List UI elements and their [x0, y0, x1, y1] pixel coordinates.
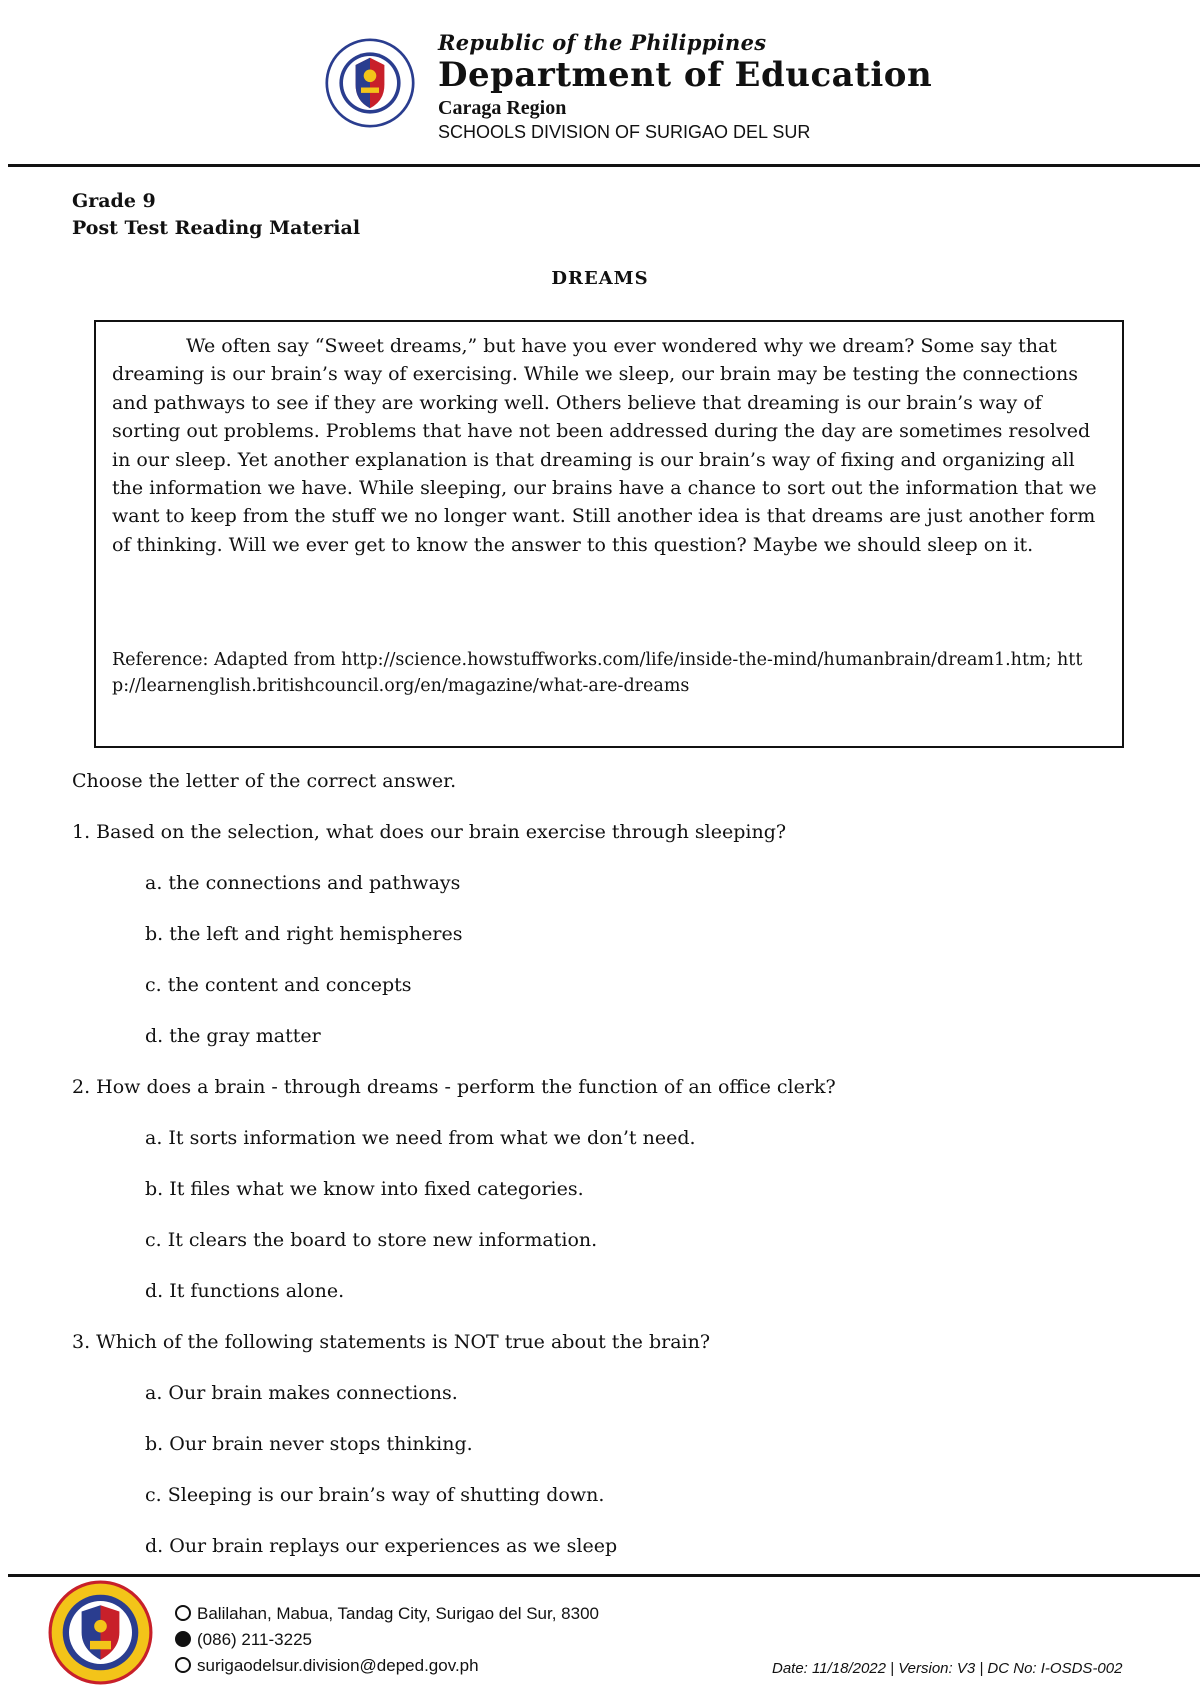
passage-box	[94, 320, 1124, 748]
deped-seal-logo	[325, 38, 415, 128]
question-3: 3. Which of the following statements is NOT true about the brain?	[72, 1331, 711, 1353]
division-seal-logo	[48, 1580, 153, 1685]
instruction-text: Choose the letter of the correct answer.	[72, 770, 457, 792]
question-2: 2. How does a brain - through dreams - perform the function of an office clerk?	[72, 1076, 836, 1098]
question-2-option-d: d. It functions alone.	[145, 1280, 345, 1302]
passage-line: have a chance to sort out the information that we want to keep from the stuff we no longer	[112, 477, 1097, 528]
department-title: Department of Education	[438, 55, 933, 95]
passage-text	[112, 332, 1106, 559]
question-1-option-b: b. the left and right hemispheres	[145, 923, 463, 945]
address-text: Balilahan, Mabua, Tandag City, Surigao del Sur, 8300	[197, 1604, 599, 1623]
passage-line: that dreaming is our brain’s way of exercising. While we sleep, our brain may be testing the	[112, 335, 1057, 386]
location-icon	[175, 1605, 191, 1621]
question-3-option-d: d. Our brain replays our experiences as we sleep	[145, 1535, 618, 1557]
question-2-option-a: a. It sorts information we need from what we don’t need.	[145, 1127, 696, 1149]
division-label: SCHOOLS DIVISION OF SURIGAO DEL SUR	[438, 122, 811, 142]
document-info: Date: 11/18/2022 | Version: V3 | DC No: I-OSDS-002	[772, 1660, 1123, 1677]
passage-line: our brain’s way of sorting out problems. Problems that have not been addressed during the	[112, 391, 1042, 443]
question-3-option-c: c. Sleeping is our brain’s way of shutting down.	[145, 1484, 605, 1506]
passage-line: day are sometimes resolved in our sleep. Yet another explanation is that dreaming is our	[112, 420, 1091, 471]
passage-line: We often say “Sweet dreams,” but have you ever wondered why we dream? Some say	[186, 335, 1013, 357]
passage-line: brain’s way of fixing and organizing all the information we have. While sleeping, our brains	[112, 448, 1075, 500]
question-1: 1. Based on the selection, what does our brain exercise through sleeping?	[72, 821, 787, 843]
question-3-option-b: b. Our brain never stops thinking.	[145, 1433, 473, 1455]
header-divider	[8, 164, 1200, 167]
passage-line: connections and pathways to see if they are working well. Others believe that dreaming is	[112, 363, 1079, 414]
address-line	[175, 1604, 599, 1624]
grade-heading	[72, 188, 360, 242]
header-text-block	[438, 30, 932, 143]
material-label: Post Test Reading Material	[72, 217, 361, 239]
email-line	[175, 1656, 479, 1676]
question-2-option-c: c. It clears the board to store new information.	[145, 1229, 598, 1251]
passage-title: DREAMS	[551, 268, 649, 289]
question-3-option-a: a. Our brain makes connections.	[145, 1382, 458, 1404]
phone-icon	[175, 1631, 191, 1647]
region-label: Caraga Region	[438, 97, 567, 119]
phone-text: (086) 211-3225	[197, 1630, 312, 1649]
question-1-option-c: c. the content and concepts	[145, 974, 412, 996]
republic-label: Republic of the Philippines	[438, 30, 767, 55]
grade-label: Grade 9	[72, 190, 156, 212]
phone-line	[175, 1630, 312, 1650]
passage-line: want. Still another idea is that dreams are just another form of thinking. Will we ever get to	[112, 505, 1096, 556]
passage-reference: Reference: Adapted from http://science.howstuffworks.com/life/inside-the-mind/humanbrain/dream1.htm; http://learnenglish.britishcouncil.org/en/magazine/what-are-dreams	[112, 650, 1083, 696]
question-2-option-b: b. It files what we know into fixed categories.	[145, 1178, 584, 1200]
question-1-option-a: a. the connections and pathways	[145, 872, 461, 894]
question-1-option-d: d. the gray matter	[145, 1025, 321, 1047]
email-text: surigaodelsur.division@deped.gov.ph	[197, 1656, 479, 1675]
email-icon	[175, 1657, 191, 1673]
passage-line: know the answer to this question? Maybe we should sleep on it.	[416, 533, 1034, 556]
footer-divider	[8, 1574, 1200, 1577]
